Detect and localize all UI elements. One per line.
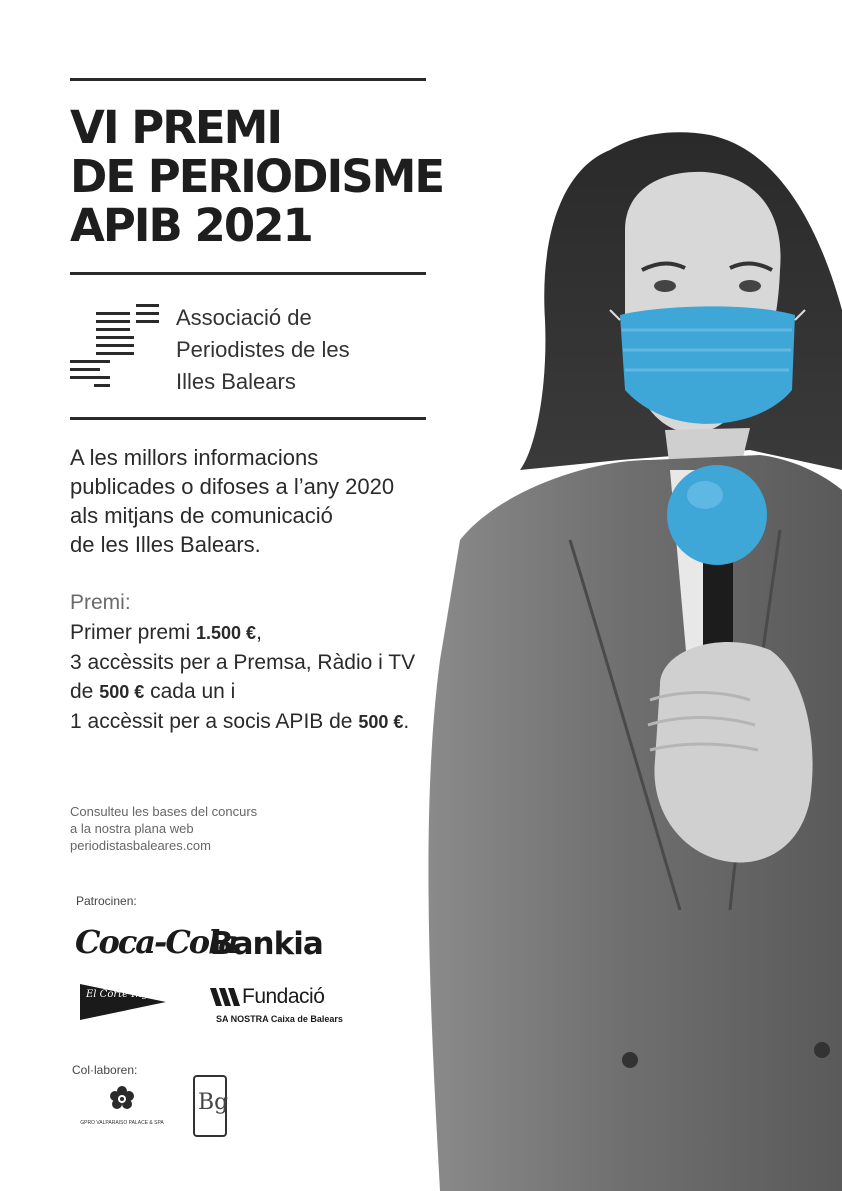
title-line-2: DE PERIODISME [70,150,444,203]
premi-line-1 [70,618,415,648]
fundacio-name: Fundació [242,985,325,1008]
cocacola-logo: Coca-Cola [75,923,238,961]
bases-line-2: a la nostra plana web [70,821,194,836]
intro-line-3: als mitjans de comunicació [70,503,333,528]
intro-line-2: publicades o difoses a l’any 2020 [70,474,395,499]
premi-line-4-text: 1 accèssit per a socis APIB de [70,710,359,733]
journalist-photo [420,110,842,1191]
title-line-1: VI PREMI [70,101,282,154]
premi-line-3-amount: 500 € [99,682,145,702]
bg-logo: Bg [198,1090,229,1115]
collaborators-label: Col·laboren: [72,1063,138,1077]
intro-text [70,443,394,559]
association-line-1: Associació de [176,305,312,330]
fundacio-subtitle: SA NOSTRA Caixa de Balears [216,1014,343,1024]
bases-info [70,803,257,854]
title-line-3: APIB 2021 [70,199,312,252]
premi-line-1-end: , [256,621,262,644]
top-rule [70,78,426,81]
association-name [176,302,350,398]
association-logo-icon [70,302,162,392]
premi-line-1-amount: 1.500 € [196,623,257,643]
premi-line-2: 3 accèssits per a Premsa, Ràdio i TV [70,651,416,674]
bankia-logo: Bankia [210,926,323,962]
premi-line-3-pre: de [70,680,100,703]
palace-name: GPRO VALPARAISO PALACE & SPA [80,1120,164,1126]
page-title [70,103,443,250]
fundacio-mark-icon [210,988,240,1006]
premi-line-3 [70,677,415,707]
premi-heading: Premi: [70,591,131,614]
sponsors-label: Patrocinen: [76,894,137,908]
premi-line-4-amount: 500 € [358,712,404,732]
corte-ingles-logo: El Corte Inglés [86,989,163,1000]
intro-line-4: de les Illes Balears. [70,532,261,557]
association-line-2: Periodistes de les [176,337,350,362]
bases-website: periodistasbaleares.com [70,838,211,853]
association-line-3: Illes Balears [176,369,296,394]
bottom-rule [70,417,426,420]
middle-rule [70,272,426,275]
bases-line-1: Consulteu les bases del concurs [70,804,258,819]
premi-details [70,618,415,737]
palace-logo [72,1085,172,1126]
intro-line-1: A les millors informacions [70,445,319,470]
palace-flower-icon [107,1085,137,1113]
premi-line-4-end: . [403,710,410,733]
corte-ingles-logo-icon [80,980,166,1024]
premi-line-4 [70,707,415,737]
premi-line-1-text: Primer premi [70,621,197,644]
premi-line-3-post: cada un i [144,680,236,703]
